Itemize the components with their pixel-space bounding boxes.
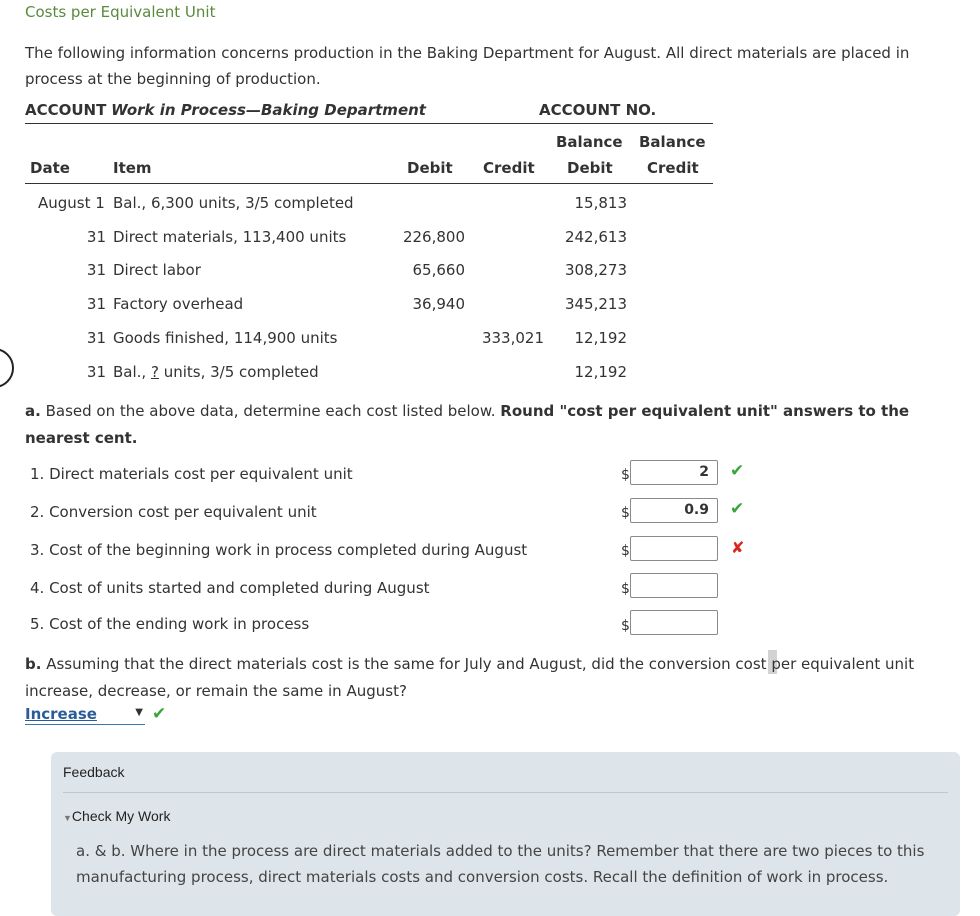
account-header — [25, 101, 713, 124]
col-balance-debit: Debit — [567, 159, 613, 177]
part-a-instructions — [25, 398, 945, 452]
cross-icon: ✘ — [731, 538, 745, 557]
question-1-label: 1. Direct materials cost per equivalent unit — [30, 465, 353, 483]
row-date: 31 — [86, 228, 106, 246]
row-item-prefix: Bal., — [113, 363, 151, 381]
intro-paragraph: The following information concerns production in the Baking Department for August. All direct materials are placed in process at the beginning of production. — [25, 44, 910, 88]
row-item: Bal., 6,300 units, 3/5 completed — [113, 194, 354, 212]
account-no-label: ACCOUNT NO. — [539, 101, 657, 119]
row-item: Direct labor — [113, 261, 201, 279]
answer-2-input[interactable]: 0.9 — [630, 498, 718, 523]
header-divider — [25, 183, 713, 184]
row-credit: 333,021 — [481, 329, 544, 347]
row-item — [113, 363, 319, 381]
dollar-sign: $ — [621, 505, 630, 521]
row-date: 31 — [86, 295, 106, 313]
part-b-dropdown[interactable] — [25, 705, 145, 725]
feedback-text: a. & b. Where in the process are direct materials added to the units? Remember that there are two pieces to this manufacturing process, direct materials costs and conversion costs. Recall the definition of work in process. — [76, 842, 925, 886]
row-balance-debit: 308,273 — [564, 261, 627, 279]
row-balance-debit: 12,192 — [574, 329, 627, 347]
answer-1-input[interactable]: 2 — [630, 460, 718, 485]
col-item: Item — [113, 159, 152, 177]
feedback-divider — [63, 792, 948, 793]
row-balance-debit: 12,192 — [574, 363, 627, 381]
row-item-suffix: units, 3/5 completed — [158, 363, 319, 381]
col-balance-credit: Credit — [647, 159, 699, 177]
feedback-heading: Feedback — [63, 764, 125, 780]
row-date: 31 — [86, 363, 106, 381]
row-date: August 1 — [38, 194, 105, 212]
dollar-sign: $ — [621, 543, 630, 559]
row-debit: 226,800 — [402, 228, 465, 246]
row-item: Factory overhead — [113, 295, 244, 313]
triangle-down-icon: ▼ — [63, 813, 72, 823]
account-label: ACCOUNT — [25, 101, 107, 119]
answer-4-input[interactable] — [630, 573, 718, 598]
row-item: Goods finished, 114,900 units — [113, 329, 338, 347]
dollar-sign: $ — [621, 581, 630, 597]
part-a-prefix: a. — [25, 402, 41, 420]
check-icon: ✔ — [730, 461, 745, 481]
row-date: 31 — [86, 329, 106, 347]
unknown-units-link[interactable]: ? — [150, 363, 159, 381]
check-icon: ✔ — [730, 499, 745, 519]
col-balance-credit-top: Balance — [639, 133, 706, 151]
row-debit: 65,660 — [412, 261, 465, 279]
question-4-label: 4. Cost of units started and completed during August — [30, 579, 430, 597]
check-icon: ✔ — [152, 704, 167, 724]
row-item: Direct materials, 113,400 units — [113, 228, 347, 246]
row-date: 31 — [86, 261, 106, 279]
col-balance-debit-top: Balance — [556, 133, 623, 151]
col-date: Date — [30, 159, 70, 177]
answer-5-input[interactable] — [630, 610, 718, 635]
row-balance-debit: 345,213 — [564, 295, 627, 313]
part-a-rounding: Round "cost per equivalent unit" answers to the nearest cent. — [25, 402, 910, 447]
feedback-panel — [51, 752, 960, 916]
answer-3-input[interactable] — [630, 536, 718, 561]
part-b-question — [25, 651, 955, 705]
check-my-work-toggle[interactable] — [63, 808, 170, 824]
page-title: Costs per Equivalent Unit — [25, 3, 216, 21]
part-a-text: Based on the above data, determine each cost listed below. — [40, 402, 501, 420]
dollar-sign: $ — [621, 618, 630, 634]
col-credit: Credit — [483, 159, 535, 177]
row-balance-debit: 15,813 — [574, 194, 627, 212]
row-balance-debit: 242,613 — [564, 228, 627, 246]
check-my-work-label: Check My Work — [71, 808, 171, 824]
question-3-label: 3. Cost of the beginning work in process completed during August — [30, 541, 528, 559]
dropdown-arrow-icon: ▼ — [135, 707, 143, 718]
dollar-sign: $ — [621, 467, 630, 483]
account-name: Work in Process—Baking Department — [111, 101, 426, 119]
col-debit: Debit — [407, 159, 453, 177]
part-b-prefix: b. — [25, 655, 42, 673]
question-2-label: 2. Conversion cost per equivalent unit — [30, 503, 317, 521]
part-b-text: Assuming that the direct materials cost is the same for July and August, did the conversion cost per equivalent unit increase, decrease, or remain the same in August? — [25, 655, 915, 700]
partial-circle-decoration — [0, 348, 14, 388]
row-debit: 36,940 — [412, 295, 465, 313]
part-b-selected-value: Increase — [25, 705, 97, 723]
question-5-label: 5. Cost of the ending work in process — [30, 615, 310, 633]
